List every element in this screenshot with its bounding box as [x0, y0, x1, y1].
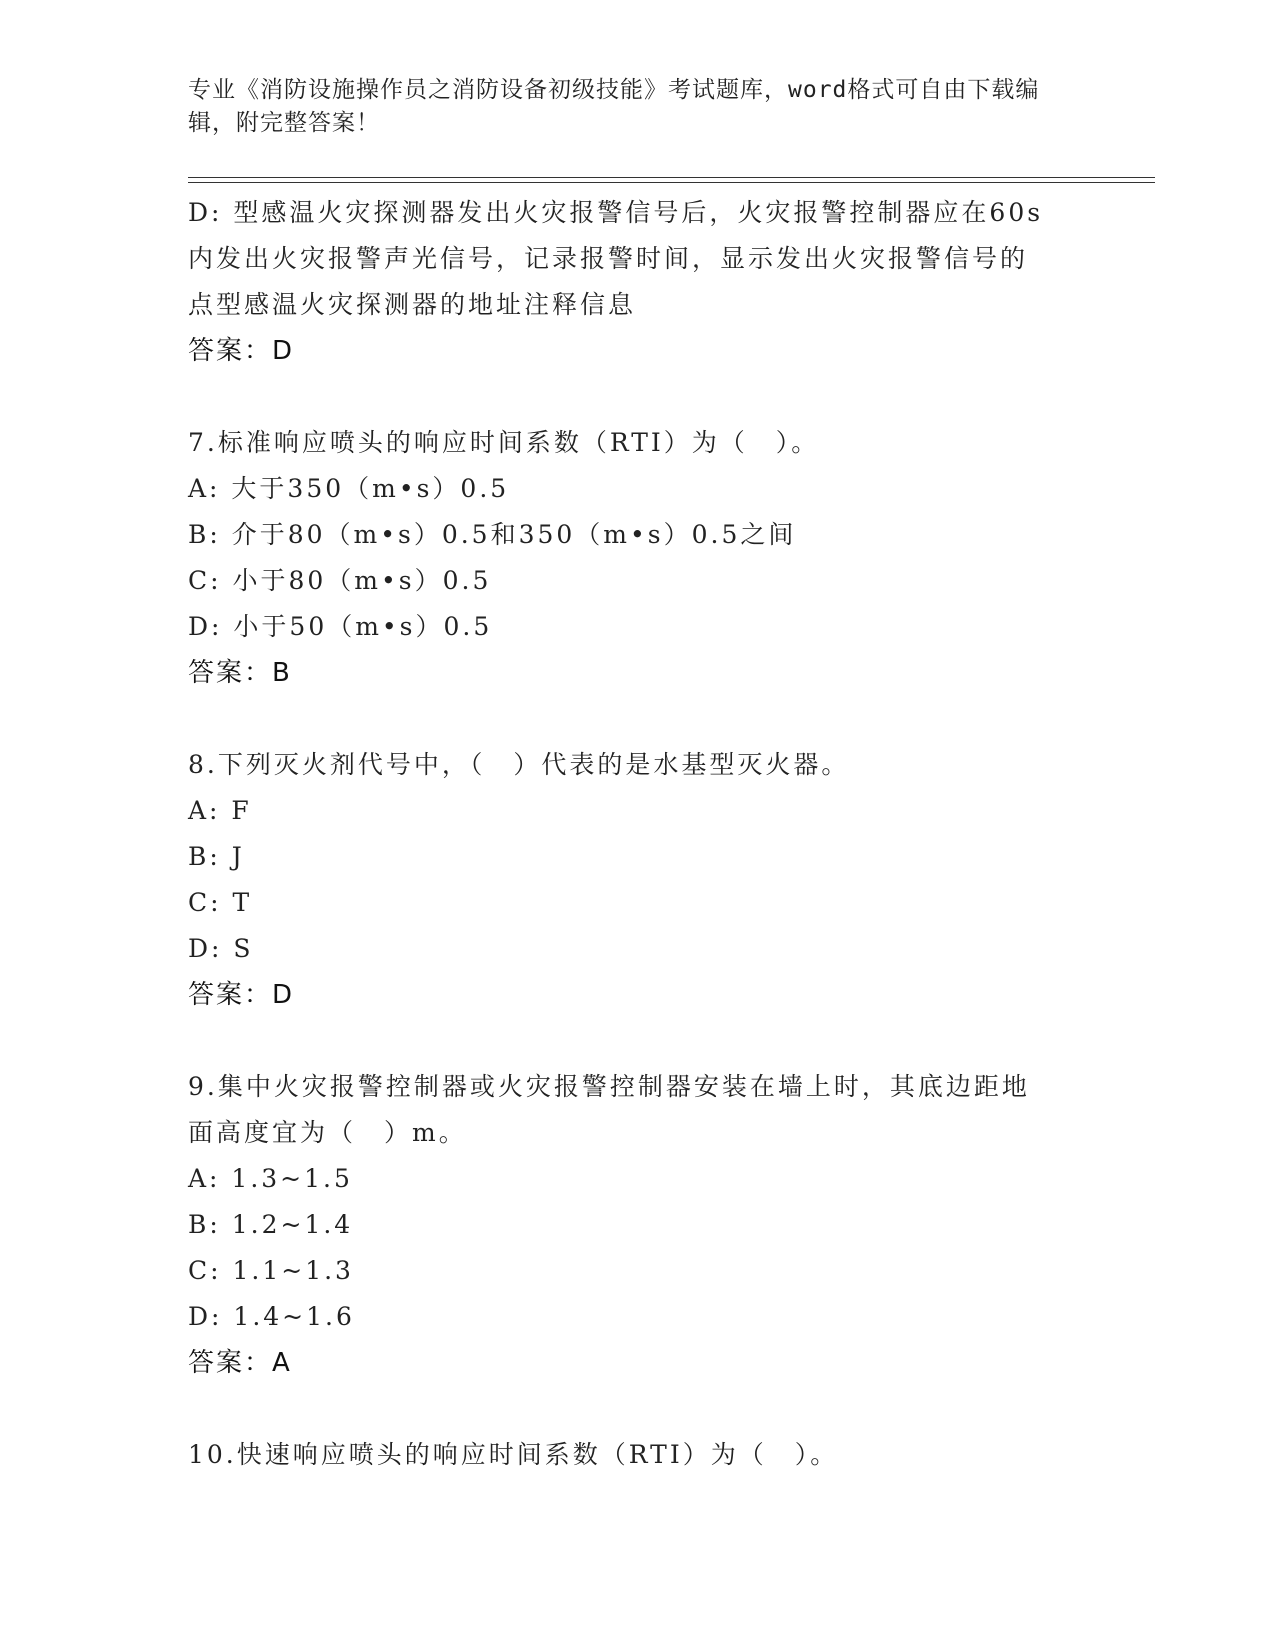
- question-10: [188, 1432, 1088, 1478]
- option-d: D: S: [188, 934, 254, 963]
- document-header: [188, 74, 1068, 140]
- question-9: [188, 1064, 1088, 1386]
- header-line-2: 辑，附完整答案！: [188, 110, 380, 136]
- option-c: C: T: [188, 888, 253, 917]
- answer-9: 答案：A: [188, 1348, 292, 1378]
- question-8-text: 8.下列灭火剂代号中，（ ）代表的是水基型灭火器。: [188, 750, 850, 779]
- option-c: C: 小于80（m•s）0.5: [188, 566, 492, 595]
- answer-8: 答案：D: [188, 980, 295, 1010]
- question-list: [188, 190, 1088, 1478]
- header-divider-top: [188, 177, 1155, 178]
- spacer: [188, 374, 1088, 420]
- question-8: [188, 742, 1088, 1018]
- option-a: A: F: [188, 796, 252, 825]
- option-b: B: 介于80（m•s）0.5和350（m•s）0.5之间: [188, 520, 797, 549]
- option-d: D: 1.4~1.6: [188, 1302, 355, 1331]
- header-line-1: 专业《消防设施操作员之消防设备初级技能》考试题库，word格式可自由下载编: [188, 77, 1040, 103]
- question-9-text-line-2: 面高度宜为（ ）m。: [188, 1118, 467, 1147]
- answer-7: 答案：B: [188, 658, 292, 688]
- spacer: [188, 1018, 1088, 1064]
- question-9-text-line-1: 9.集中火灾报警控制器或火灾报警控制器安装在墙上时，其底边距地: [188, 1072, 1030, 1101]
- option-a: A: 大于350（m•s）0.5: [188, 474, 510, 503]
- question-7: [188, 420, 1088, 696]
- spacer: [188, 696, 1088, 742]
- answer-6: 答案：D: [188, 336, 295, 366]
- question-7-text: 7.标准响应喷头的响应时间系数（RTI）为（ ）。: [188, 428, 820, 457]
- option-c: C: 1.1~1.3: [188, 1256, 354, 1285]
- header-divider-bottom: [188, 182, 1155, 183]
- option-a: A: 1.3~1.5: [188, 1164, 353, 1193]
- question-10-text: 10.快速响应喷头的响应时间系数（RTI）为（ ）。: [188, 1440, 839, 1469]
- option-d-line-1: D: 型感温火灾探测器发出火灾报警信号后，火灾报警控制器应在60s: [188, 198, 1044, 227]
- question-6: [188, 190, 1088, 374]
- option-d: D: 小于50（m•s）0.5: [188, 612, 493, 641]
- option-b: B: J: [188, 842, 245, 871]
- spacer: [188, 1386, 1088, 1432]
- option-d-line-3: 点型感温火灾探测器的地址注释信息: [188, 290, 637, 319]
- option-b: B: 1.2~1.4: [188, 1210, 354, 1239]
- option-d-line-2: 内发出火灾报警声光信号，记录报警时间，显示发出火灾报警信号的: [188, 244, 1029, 273]
